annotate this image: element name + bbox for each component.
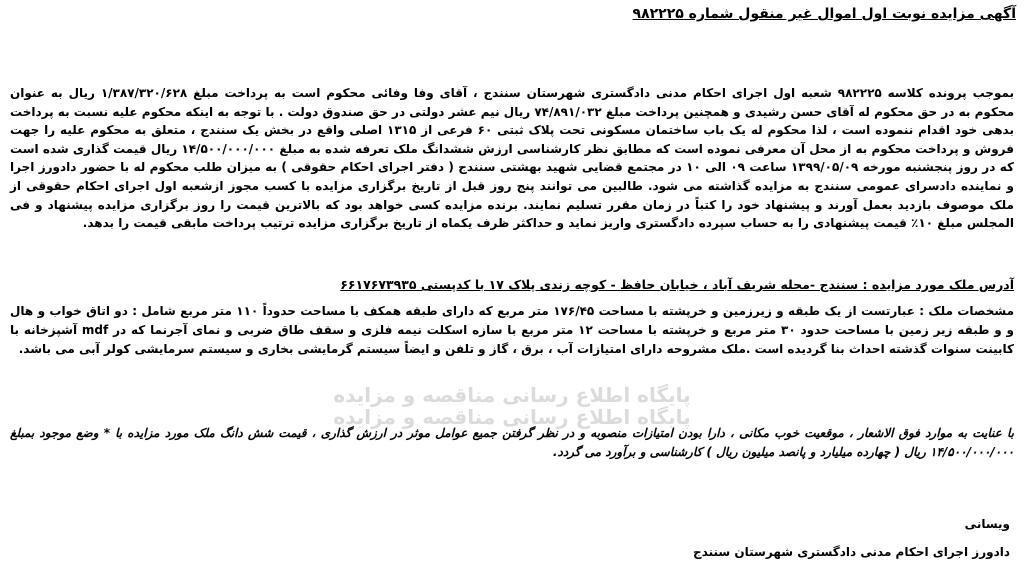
- notice-title: آگهی مزایده نوبت اول اموال غیر منقول شماره ۹۸۲۲۲۵: [632, 6, 1016, 22]
- watermark-text: پایگاه اطلاع رسانی مناقصه و مزایده: [333, 383, 691, 407]
- property-specifications: مشخصات ملک : عبارتست از یک طبقه و زیرزمین و خرپشته با مساحت ۱۷۶/۴۵ متر مربع که دارای طبقه همکف با مساحت حدوداً ۱۱۰ متر مربع شامل : دو اتاق خواب و هال و و طبقه زیر زمین با مساحت حدود ۳۰ متر مربع و خرپشته با مساحت ۱۲ متر مربع با سازه اسکلت نیمه فلزی و سقف طاق ضربی و نمای آجرنما که در mdf آشپزخانه با کابینت سنوات گذشته احداث بنا گردیده است .ملک مشروحه دارای امتیازات آب ، برق ، گاز و تلفن و ایضاً سیستم گرمایشی بخاری و سیستم سرمایشی کولر آبی می باشد.: [10, 304, 1015, 356]
- signature-name: ویسانی: [964, 517, 1010, 531]
- signature-title: دادورز اجرای احکام مدنی دادگستری شهرستان سنندج: [693, 545, 1010, 559]
- valuation-paragraph: با عنایت به موارد فوق الاشعار ، موقعیت خوب مکانی ، دارا بودن امتیازات منصوبه و در نظر گرفتن جمیع عوامل موثر در ارزش گذاری ، قیمت شش دانگ ملک مورد مزایده با * وضع موجود بمبلغ ۱۴/۵۰۰/۰۰۰/۰۰۰ ریال ( چهارده میلیارد و پانصد میلیون ریال ) کارشناسی و برآورد می گردد.: [10, 426, 1014, 459]
- property-address: آدرس ملک مورد مزایده : سنندج -محله شریف آباد ، خیابان حافظ - کوچه زندی پلاک ۱۷ با کدپستی ۶۶۱۷۶۷۳۹۳۵: [340, 277, 1014, 292]
- watermark-text-shadow: پایگاه اطلاع رسانی مناقصه و مزایده: [333, 405, 691, 429]
- notice-paragraph-case: بموجب پرونده کلاسه ۹۸۲۲۲۵ شعبه اول اجرای احکام مدنی دادگستری شهرستان سنندج ، آقای وفا وفائی محکوم است به پرداخت مبلغ ۱/۳۸۷/۳۲۰/۶۲۸ ریال به عنوان محکوم به در حق محکوم له آقای حسن رشیدی و همچنین پرداخت مبلغ ۷۴/۸۹۱/۰۳۲ ریال نیم عشر دولتی در حق صندوق دولت . با توجه به اینکه محکوم علیه نسبت به پرداخت بدهی خود اقدام ننموده است ، لذا محکوم له یک باب ساختمان مسکونی تحت پلاک ثبتی ۶۰ فرعی از ۱۳۱۵ اصلی واقع در بخش یک سنندج ، متعلق به محکوم علیه را جهت فروش و پرداخت محکوم به از محل آن معرفی نموده است که مطابق نظر کارشناسی ارزش ششدانگ ملک تعرفه شده به مبلغ ۱۴/۵۰۰/۰۰۰/۰۰۰ ریال قیمت گذاری شده است که در روز پنجشنبه مورخه ۱۳۹۹/۰۵/۰۹ ساعت ۰۹ الی ۱۰ در مجتمع قضایی شهید بهشتی سنندج ( دفتر اجرای احکام حقوقی ) به میزان طلب محکوم له با حضور دادورز اجرا و نماینده دادسرای عمومی سنندج به مزایده گذاشته می شود. طالبین می توانند پنج روز قبل از تاریخ برگزاری مزایده با کسب مجوز ازشعبه اول اجرای احکام حقوقی از ملک موصوف بازدید بعمل آورند و پیشنهاد خود را کتباً در زمان مقرر تسلیم نمایند. برنده مزایده کسی خواهد بود که بالاترین قیمت را روز برگزاری مزایده پیشنهاد و فی المجلس مبلغ ۱۰٪ قیمت پیشنهادی را به حساب سپرده دادگستری واریز نماید و حداکثر ظرف یکماه از تاریخ برگزاری مزایده ترتیب پرداخت مابقی قیمت را بدهد.: [10, 86, 1015, 231]
